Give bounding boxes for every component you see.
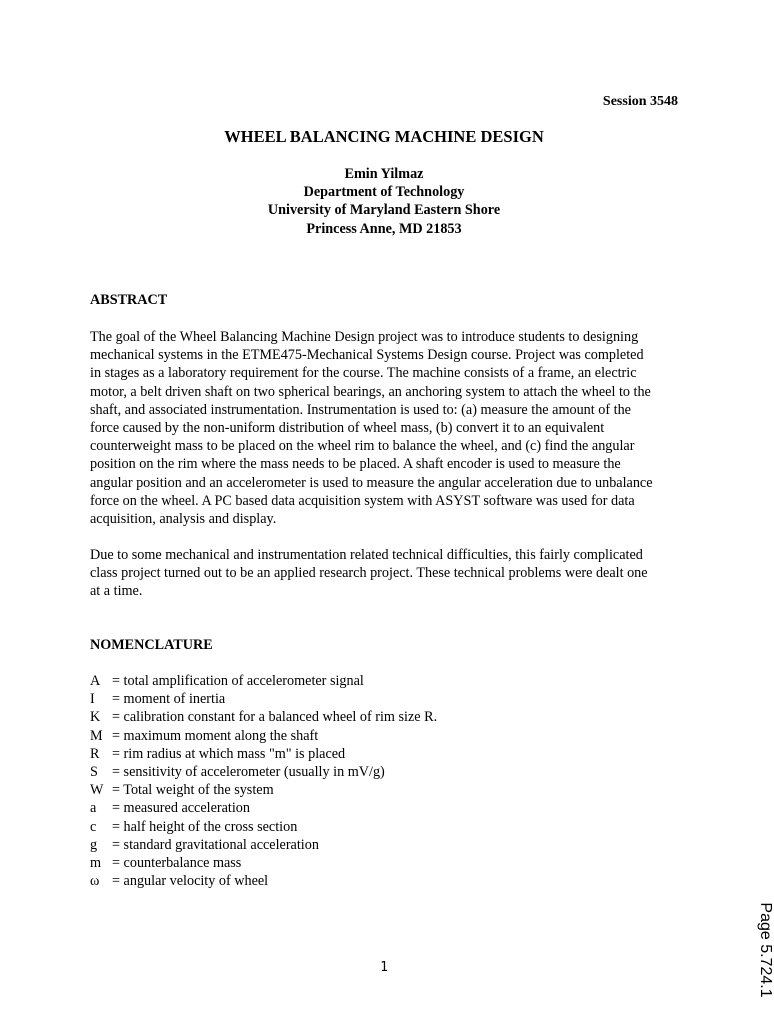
nomenclature-symbol: R bbox=[90, 745, 100, 762]
nomenclature-definition: = moment of inertia bbox=[112, 691, 226, 708]
nomenclature-item bbox=[90, 763, 437, 781]
text-line: class project turned out to be an applied research project. These technical problems were dealt one bbox=[90, 565, 648, 582]
text-line: The goal of the Wheel Balancing Machine Design project was to introduce students to designing bbox=[90, 329, 639, 345]
page-number: 1 bbox=[380, 960, 388, 975]
nomenclature-symbol: c bbox=[90, 818, 97, 835]
nomenclature-item bbox=[90, 672, 437, 690]
nomenclature-definition: = rim radius at which mass "m" is placed bbox=[112, 745, 346, 762]
nomenclature-definition: = Total weight of the system bbox=[112, 782, 274, 799]
paper-title: WHEEL BALANCING MACHINE DESIGN bbox=[224, 127, 544, 146]
text-line: position on the rim where the mass needs to be placed. A shaft encoder is used to measure the bbox=[90, 456, 621, 473]
author-university: University of Maryland Eastern Shore bbox=[267, 202, 501, 219]
nomenclature-symbol: ω bbox=[90, 873, 100, 890]
abstract-paragraph-2 bbox=[90, 546, 690, 601]
nomenclature-symbol: a bbox=[90, 800, 97, 817]
author-department: Department of Technology bbox=[303, 184, 465, 201]
nomenclature-definition: = counterbalance mass bbox=[112, 855, 242, 872]
text-line: in stages as a laboratory requirement for the course. The machine consists of a frame, an electric bbox=[90, 365, 637, 382]
nomenclature-symbol: W bbox=[90, 782, 104, 799]
text-line: counterweight mass to be placed on the wheel rim to balance the wheel, and (c) find the angular bbox=[90, 438, 635, 455]
text-line: shaft, and associated instrumentation. Instrumentation is used to: (a) measure the amount of the bbox=[90, 401, 631, 418]
text-line: mechanical systems in the ETME475-Mechanical Systems Design course. Project was completed bbox=[90, 347, 644, 364]
text-line: motor, a belt driven shaft on two spherical bearings, an anchoring system to attach the wheel to the bbox=[90, 383, 651, 400]
text-line: at a time. bbox=[90, 583, 143, 600]
text-line: Due to some mechanical and instrumentation related technical difficulties, this fairly complicated bbox=[90, 547, 643, 563]
nomenclature-symbol: M bbox=[90, 727, 103, 744]
text-line: angular position and an accelerometer is used to measure the angular acceleration due to unbalance bbox=[90, 474, 653, 491]
nomenclature-item bbox=[90, 854, 437, 872]
text-line: acquisition, analysis and display. bbox=[90, 511, 277, 528]
nomenclature-list bbox=[90, 672, 437, 890]
nomenclature-symbol: g bbox=[90, 836, 98, 853]
author-block bbox=[0, 165, 768, 238]
text-line: force on the wheel. A PC based data acquisition system with ASYST software was used for data bbox=[90, 492, 635, 509]
nomenclature-symbol: m bbox=[90, 855, 102, 872]
nomenclature-definition: = standard gravitational acceleration bbox=[112, 836, 319, 853]
text-line: force caused by the non-uniform distribution of wheel mass, (b) convert it to an equivalent bbox=[90, 420, 605, 437]
nomenclature-symbol: A bbox=[90, 673, 101, 689]
nomenclature-heading: NOMENCLATURE bbox=[90, 637, 213, 653]
nomenclature-item bbox=[90, 781, 437, 799]
nomenclature-item bbox=[90, 690, 437, 708]
nomenclature-item bbox=[90, 799, 437, 817]
nomenclature-item bbox=[90, 818, 437, 836]
page-side-label: Page 5.724.1 bbox=[757, 902, 774, 998]
nomenclature-definition: = calibration constant for a balanced wheel of rim size R. bbox=[112, 709, 438, 726]
session-number: Session 3548 bbox=[602, 94, 678, 109]
nomenclature-symbol: S bbox=[90, 764, 98, 781]
nomenclature-item bbox=[90, 872, 437, 890]
nomenclature-definition: = maximum moment along the shaft bbox=[112, 727, 319, 744]
nomenclature-definition: = angular velocity of wheel bbox=[112, 873, 269, 890]
nomenclature-item bbox=[90, 727, 437, 745]
nomenclature-item bbox=[90, 836, 437, 854]
nomenclature-definition: = half height of the cross section bbox=[112, 818, 298, 835]
nomenclature-symbol: I bbox=[90, 691, 95, 708]
author-name: Emin Yilmaz bbox=[344, 166, 424, 182]
nomenclature-item bbox=[90, 745, 437, 763]
abstract-heading: ABSTRACT bbox=[90, 292, 168, 308]
nomenclature-definition: = total amplification of accelerometer signal bbox=[112, 673, 364, 689]
nomenclature-symbol: K bbox=[90, 709, 101, 726]
abstract-paragraph-1 bbox=[90, 328, 690, 528]
author-address: Princess Anne, MD 21853 bbox=[306, 220, 462, 237]
nomenclature-definition: = measured acceleration bbox=[112, 800, 250, 817]
nomenclature-definition: = sensitivity of accelerometer (usually in mV/g) bbox=[112, 764, 385, 781]
nomenclature-item bbox=[90, 708, 437, 726]
